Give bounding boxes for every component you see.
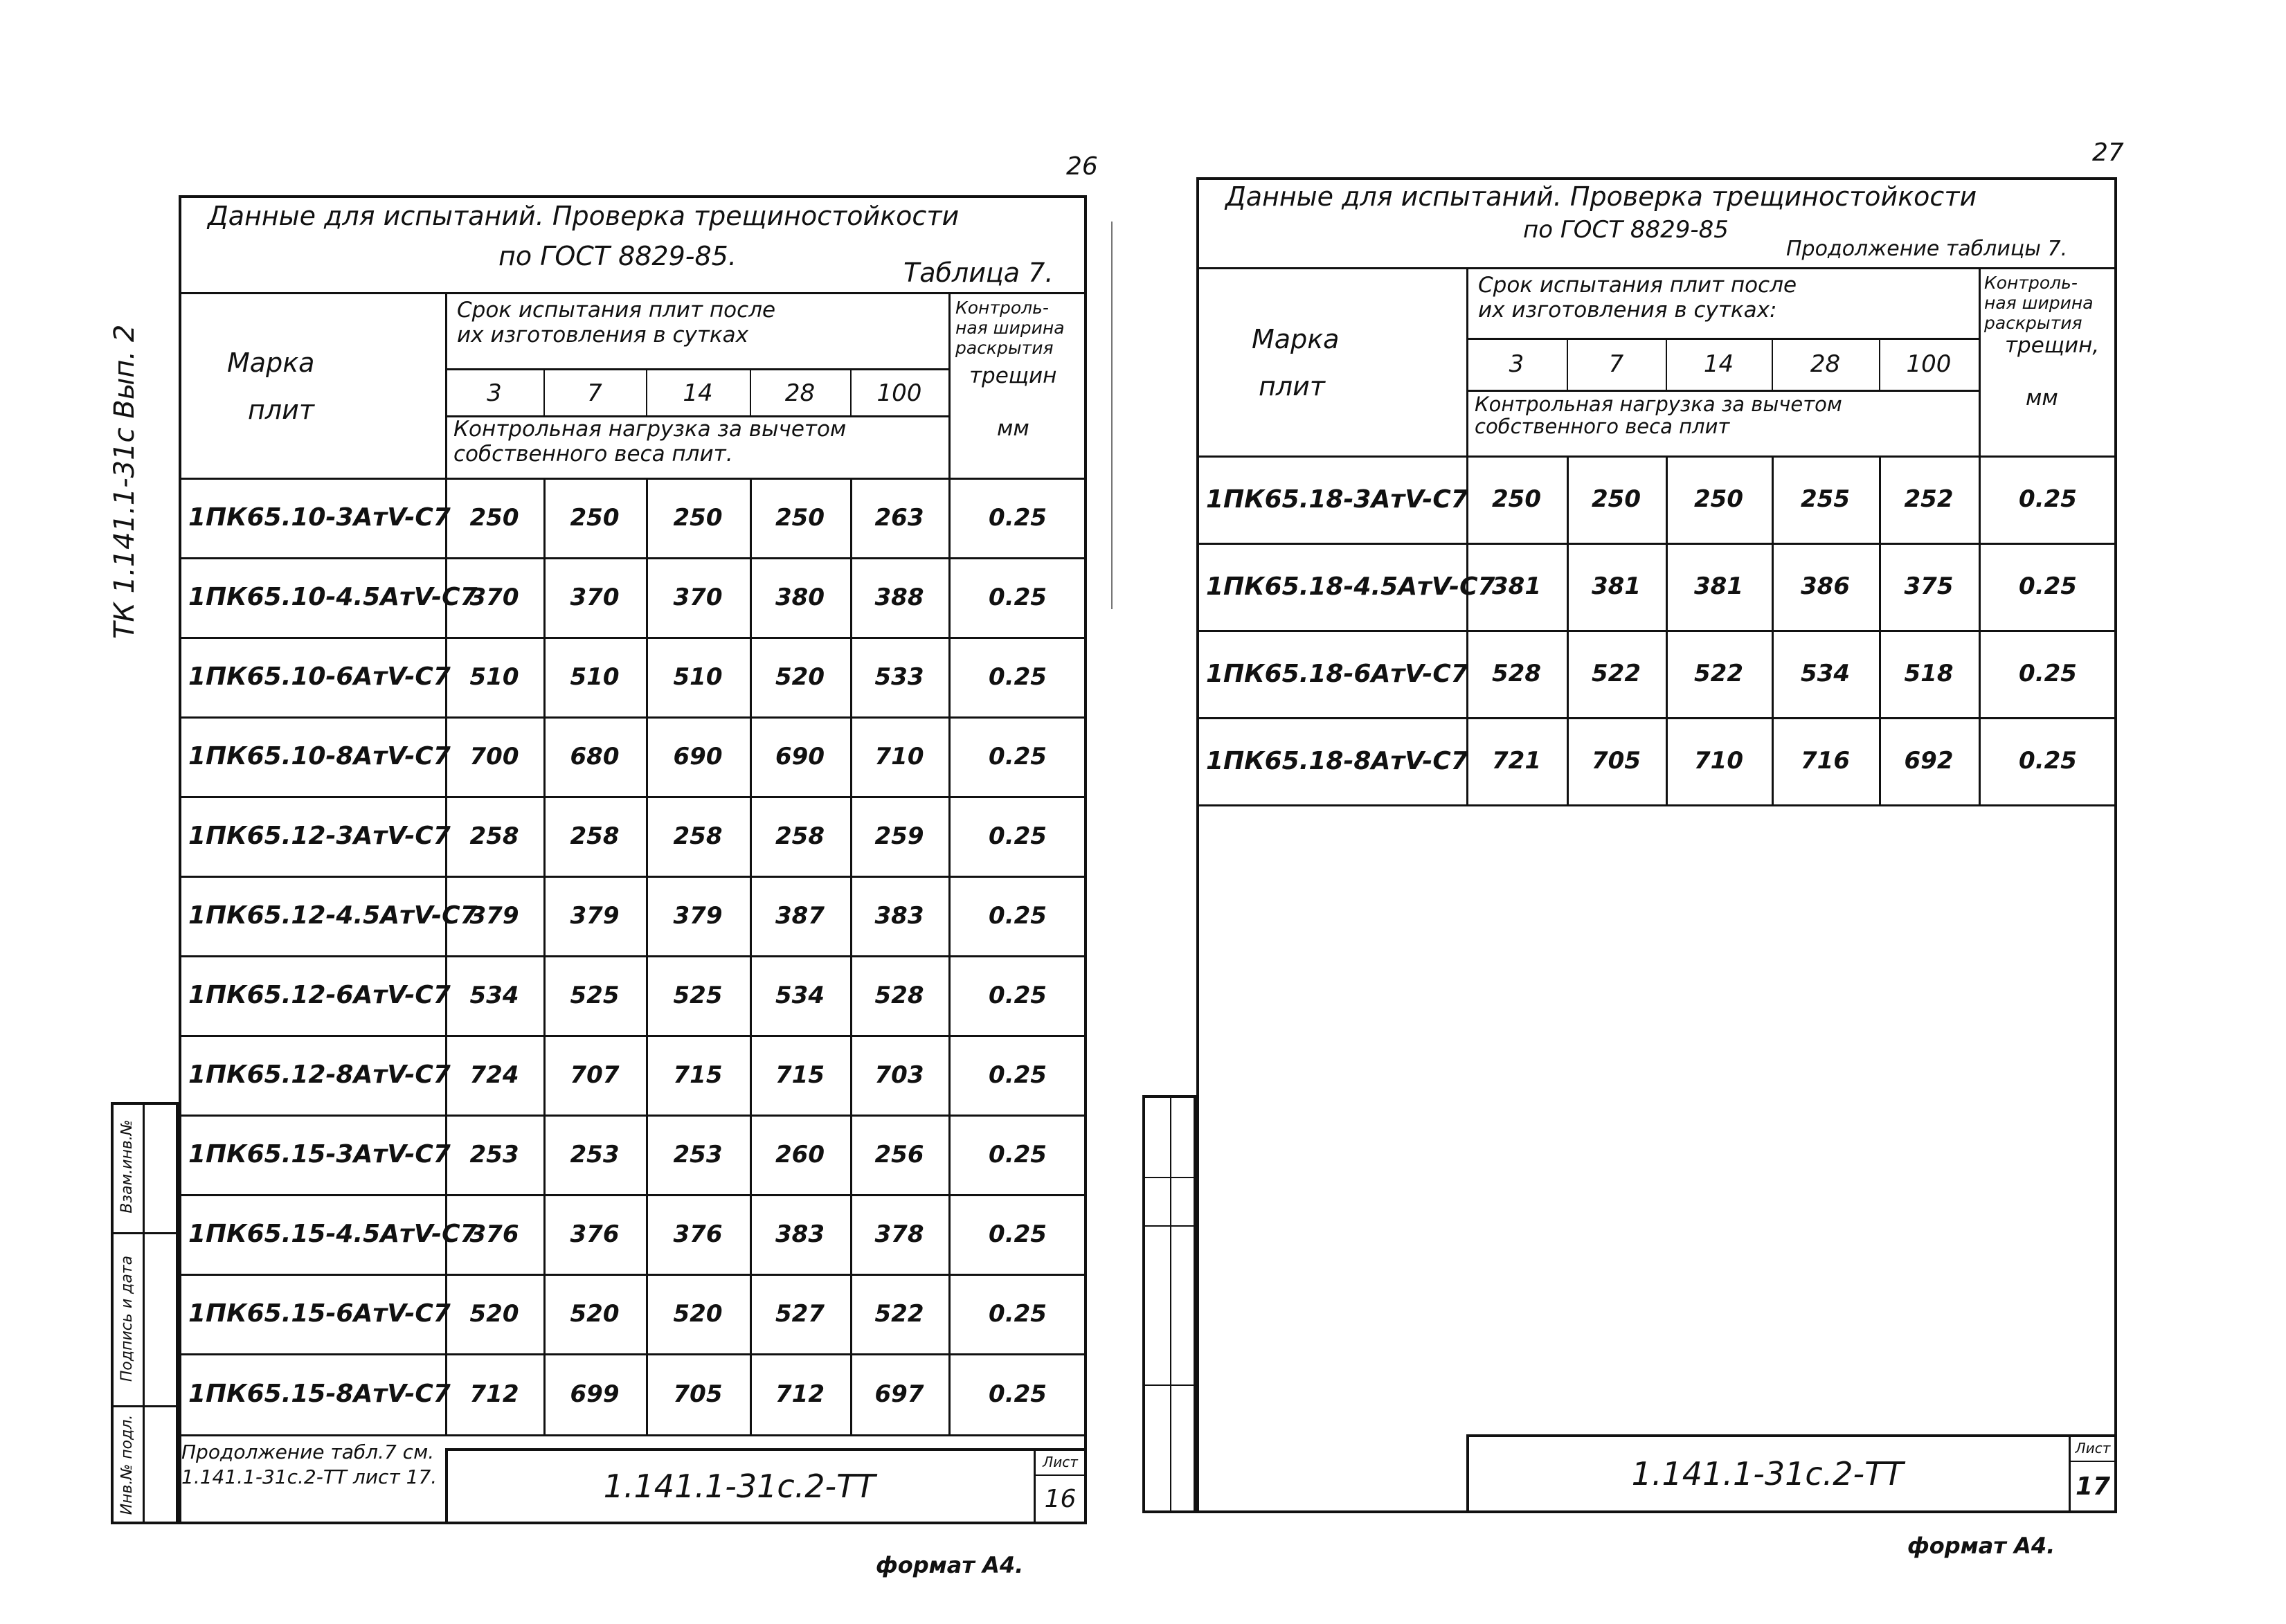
right-mark-header	[1196, 270, 1466, 455]
right-load-line	[1466, 390, 1979, 392]
table-row-mark: 1ПК65.15-3АтV-С7	[188, 1140, 451, 1169]
table-cell: 692	[1904, 747, 1954, 775]
table-cell: 253	[570, 1140, 620, 1169]
table-cell: 252	[1904, 485, 1954, 513]
table-cell: 381	[1592, 572, 1641, 600]
page-separator	[1111, 222, 1113, 609]
table-cell: 699	[570, 1380, 620, 1408]
right-side-cell-line-3	[1142, 1384, 1196, 1386]
left-spine-text: ТК 1.141.1-31с Вып. 2	[109, 324, 141, 639]
table-cell: 716	[1801, 747, 1850, 775]
table-cell: 379	[570, 901, 620, 930]
table-cell: 263	[874, 503, 924, 532]
table-row-mark: 1ПК65.15-8АтV-С7	[188, 1380, 451, 1408]
right-title-line2: по ГОСТ 8829-85	[1523, 216, 1729, 244]
table-cell: 370	[673, 583, 723, 611]
table-cell: 258	[775, 822, 825, 850]
table-cell: 518	[1904, 660, 1954, 687]
table-cell: 525	[570, 981, 620, 1009]
left-side-cell-1: Взам.инв.№	[118, 1119, 136, 1214]
left-page-number: 26	[1066, 152, 1098, 181]
table-cell: 520	[673, 1299, 723, 1328]
table-cell: 522	[1592, 660, 1641, 687]
left-data-table	[179, 478, 1087, 1434]
right-days-header	[1478, 273, 1970, 323]
table-cell: 528	[1492, 660, 1541, 687]
table-cell: 510	[570, 662, 620, 691]
table-cell-crack: 0.25	[989, 901, 1047, 930]
table-cell-crack: 0.25	[989, 1299, 1047, 1328]
table-cell: 715	[775, 1061, 825, 1089]
left-day-7: 7	[587, 379, 602, 407]
table-cell: 712	[469, 1380, 519, 1408]
table-cell: 383	[775, 1220, 825, 1248]
table-cell: 520	[570, 1299, 620, 1328]
left-day-3: 3	[487, 379, 502, 407]
table-cell: 522	[874, 1299, 924, 1328]
left-sheet-number: 16	[1044, 1484, 1077, 1513]
table-cell: 534	[775, 981, 825, 1009]
right-days-header-line2: их изготовления в сутках:	[1478, 298, 1777, 323]
right-page-number: 27	[2092, 138, 2124, 167]
table-cell: 383	[874, 901, 924, 930]
table-cell: 703	[874, 1061, 924, 1089]
left-days-header-line2: их изготовления в сутках	[457, 323, 748, 348]
table-row-mark: 1ПК65.12-8АтV-С7	[188, 1061, 451, 1089]
right-row-line-end	[1196, 804, 2117, 806]
table-cell-crack: 0.25	[2019, 485, 2077, 513]
right-day-100: 100	[1906, 350, 1952, 378]
table-cell-crack: 0.25	[989, 822, 1047, 850]
left-continuation-line2: 1.141.1-31с.2-ТТ лист 17.	[181, 1465, 438, 1488]
right-days-header-line1: Срок испытания плит после	[1478, 273, 1797, 298]
right-side-stamp	[1142, 1095, 1196, 1513]
left-continuation-line1: Продолжение табл.7 см.	[181, 1441, 435, 1463]
left-day-100: 100	[876, 379, 922, 407]
table-cell: 250	[673, 503, 723, 532]
table-cell: 710	[1694, 747, 1743, 775]
table-cell: 724	[469, 1061, 519, 1089]
table-cell: 376	[570, 1220, 620, 1248]
table-cell: 260	[775, 1140, 825, 1169]
table-row-mark: 1ПК65.18-3АтV-С7	[1206, 485, 1468, 514]
table-cell: 690	[775, 742, 825, 770]
table-cell: 527	[775, 1299, 825, 1328]
right-load-header	[1475, 393, 1973, 437]
table-cell: 250	[1694, 485, 1743, 513]
right-crack-header-line1: Контроль-	[1984, 273, 2078, 293]
table-cell: 534	[1801, 660, 1850, 687]
table-cell-crack: 0.25	[989, 503, 1047, 532]
table-cell: 375	[1904, 572, 1954, 600]
right-mark-header-line2: плит	[1259, 371, 1325, 402]
left-crack-header-line1: Контроль-	[955, 298, 1049, 318]
table-cell-crack: 0.25	[989, 1380, 1047, 1408]
table-cell: 250	[469, 503, 519, 532]
right-data-table	[1196, 455, 2117, 804]
right-day-7: 7	[1608, 350, 1624, 378]
table-cell: 376	[673, 1220, 723, 1248]
left-footer-line	[179, 1434, 1087, 1436]
table-cell: 705	[673, 1380, 723, 1408]
left-table-label: Таблица 7.	[903, 258, 1054, 288]
table-cell: 381	[1492, 572, 1541, 600]
left-mark-header	[179, 294, 445, 478]
left-load-header-line1: Контрольная нагрузка за вычетом	[453, 417, 847, 442]
table-cell: 256	[874, 1140, 924, 1169]
table-cell: 379	[469, 901, 519, 930]
table-cell: 376	[469, 1220, 519, 1248]
table-cell: 370	[469, 583, 519, 611]
table-row-mark: 1ПК65.12-4.5АтV-С7	[188, 901, 478, 930]
table-row-mark: 1ПК65.10-4.5АтV-С7	[188, 583, 478, 611]
right-table-label: Продолжение таблицы 7.	[1786, 237, 2068, 261]
left-crack-header-line3: раскрытия	[955, 338, 1054, 358]
table-cell: 379	[673, 901, 723, 930]
table-cell: 520	[469, 1299, 519, 1328]
left-side-cell-line-1	[111, 1232, 179, 1234]
table-cell: 520	[775, 662, 825, 691]
right-crack-header	[1984, 273, 2116, 410]
table-cell: 700	[469, 742, 519, 770]
left-sheet-label: Лист	[1043, 1454, 1078, 1470]
right-sheet-label: Лист	[2075, 1440, 2111, 1456]
left-crack-unit: мм	[997, 416, 1029, 441]
table-cell-crack: 0.25	[989, 1220, 1047, 1248]
table-cell: 386	[1801, 572, 1850, 600]
table-cell-crack: 0.25	[989, 662, 1047, 691]
table-row-mark: 1ПК65.10-8АтV-С7	[188, 742, 451, 770]
table-row-mark: 1ПК65.12-6АтV-С7	[188, 981, 451, 1009]
right-crack-header-line2: ная ширина	[1984, 293, 2094, 313]
table-cell: 250	[570, 503, 620, 532]
table-cell: 510	[469, 662, 519, 691]
table-cell: 533	[874, 662, 924, 691]
left-stamp-code: 1.141.1-31с.2-ТТ	[603, 1468, 876, 1505]
right-crack-unit: мм	[2026, 386, 2058, 410]
table-cell: 253	[673, 1140, 723, 1169]
right-side-inner-line	[1170, 1095, 1171, 1513]
left-days-header	[457, 298, 942, 348]
table-cell: 381	[1694, 572, 1743, 600]
table-cell-crack: 0.25	[2019, 747, 2077, 775]
left-title-line1: Данные для испытаний. Проверка трещиностойкости	[208, 201, 960, 231]
left-crack-header	[955, 298, 1083, 441]
table-cell-crack: 0.25	[989, 1061, 1047, 1089]
table-cell: 528	[874, 981, 924, 1009]
left-side-cell-3: Инв.№ подл.	[118, 1414, 136, 1515]
table-cell: 255	[1801, 485, 1850, 513]
table-cell: 250	[1492, 485, 1541, 513]
table-cell: 258	[469, 822, 519, 850]
table-cell: 707	[570, 1061, 620, 1089]
table-cell: 705	[1592, 747, 1641, 775]
right-crack-header-line4: трещин,	[2005, 333, 2100, 358]
table-cell: 510	[673, 662, 723, 691]
right-mark-header-line1: Марка	[1252, 324, 1340, 354]
table-cell: 370	[570, 583, 620, 611]
table-row-mark: 1ПК65.18-8АтV-С7	[1206, 746, 1468, 775]
table-cell: 258	[570, 822, 620, 850]
left-load-header-line2: собственного веса плит.	[453, 442, 733, 467]
table-cell: 680	[570, 742, 620, 770]
table-cell: 525	[673, 981, 723, 1009]
table-cell: 387	[775, 901, 825, 930]
table-cell: 378	[874, 1220, 924, 1248]
table-cell: 250	[775, 503, 825, 532]
table-cell: 710	[874, 742, 924, 770]
right-load-header-line1: Контрольная нагрузка за вычетом	[1475, 393, 1842, 416]
table-cell: 721	[1492, 747, 1541, 775]
right-sheet-number: 17	[2075, 1472, 2111, 1501]
table-cell: 715	[673, 1061, 723, 1089]
left-side-inner-line	[143, 1102, 145, 1524]
table-cell: 712	[775, 1380, 825, 1408]
table-row-mark: 1ПК65.10-6АтV-С7	[188, 662, 451, 691]
right-side-cell-line-2	[1142, 1225, 1196, 1227]
table-cell-crack: 0.25	[989, 1140, 1047, 1169]
left-title-line2: по ГОСТ 8829-85.	[498, 241, 737, 271]
left-format-label: формат А4.	[876, 1552, 1024, 1578]
table-row-mark: 1ПК65.12-3АтV-С7	[188, 822, 451, 850]
left-crack-header-line4: трещин	[969, 363, 1057, 388]
left-load-header	[453, 417, 945, 467]
table-cell-crack: 0.25	[2019, 572, 2077, 600]
table-row-mark: 1ПК65.18-6АтV-С7	[1206, 659, 1468, 688]
table-cell: 697	[874, 1380, 924, 1408]
table-row-mark: 1ПК65.18-4.5АтV-С7	[1206, 572, 1495, 601]
table-cell: 259	[874, 822, 924, 850]
right-side-cell-line-1	[1142, 1177, 1196, 1178]
table-cell: 534	[469, 981, 519, 1009]
table-cell: 388	[874, 583, 924, 611]
left-side-cell-2: Подпись и дата	[118, 1255, 136, 1382]
right-day-14: 14	[1703, 350, 1734, 378]
table-cell: 253	[469, 1140, 519, 1169]
left-day-28: 28	[784, 379, 816, 407]
table-cell: 250	[1592, 485, 1641, 513]
right-load-header-line2: собственного веса плит	[1475, 415, 1730, 438]
left-days-header-line1: Срок испытания плит после	[457, 298, 776, 323]
table-row-mark: 1ПК65.15-6АтV-С7	[188, 1299, 451, 1328]
table-row-mark: 1ПК65.10-3АтV-С7	[188, 503, 451, 532]
right-stamp-code: 1.141.1-31с.2-ТТ	[1631, 1455, 1904, 1492]
table-cell: 522	[1694, 660, 1743, 687]
table-cell: 690	[673, 742, 723, 770]
left-continuation-note	[181, 1440, 444, 1490]
table-cell: 380	[775, 583, 825, 611]
left-mark-header-line2: плит	[248, 394, 314, 425]
table-cell-crack: 0.25	[989, 583, 1047, 611]
table-cell-crack: 0.25	[989, 981, 1047, 1009]
right-day-3: 3	[1509, 350, 1524, 378]
table-cell: 258	[673, 822, 723, 850]
table-row-mark: 1ПК65.15-4.5АтV-С7	[188, 1220, 478, 1248]
table-cell-crack: 0.25	[989, 742, 1047, 770]
right-format-label: формат А4.	[1907, 1533, 2055, 1559]
right-crack-header-line3: раскрытия	[1984, 313, 2082, 333]
left-crack-header-line2: ная ширина	[955, 318, 1065, 338]
right-day-28: 28	[1810, 350, 1841, 378]
left-day-14: 14	[683, 379, 713, 407]
table-cell-crack: 0.25	[2019, 660, 2077, 687]
right-title-line1: Данные для испытаний. Проверка трещиностойкости	[1225, 181, 1977, 212]
left-mark-header-line1: Марка	[227, 347, 315, 378]
